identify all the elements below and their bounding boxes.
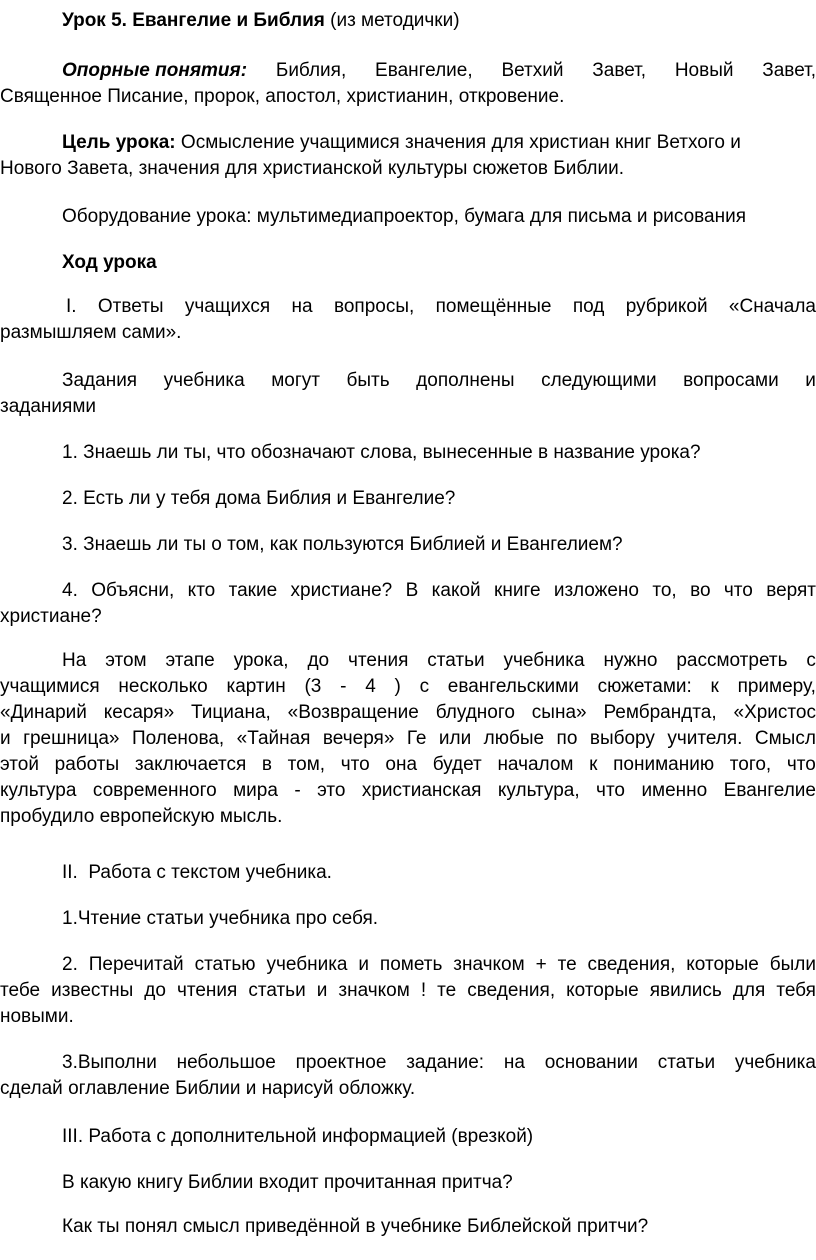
step-3 (0, 1050, 816, 1102)
word: в (261, 754, 272, 775)
word: или (438, 728, 472, 749)
word: небольшое (176, 1052, 276, 1073)
word: Поленова, (131, 728, 225, 749)
word: Перечитай (88, 954, 184, 975)
course-heading (0, 250, 816, 276)
lesson-title-bold: Урок 5. Евангелие и Библия (62, 10, 325, 31)
word: и (358, 954, 370, 975)
word: рубрикой (625, 296, 708, 317)
question-4 (0, 578, 816, 630)
section-3-text: III. Работа с дополнительной информацией (врезкой) (62, 1126, 534, 1147)
word: к (710, 676, 719, 697)
word: во (690, 580, 711, 601)
word: + (535, 954, 547, 975)
word: которые (686, 954, 759, 975)
word: «Тайная (236, 728, 311, 749)
word: Смысл (754, 728, 816, 749)
word: дополнены (416, 370, 515, 391)
pictures-line-6 (0, 778, 816, 804)
word: ! (420, 980, 427, 1001)
word: урока, (233, 650, 289, 671)
lesson-title (0, 8, 816, 34)
question-4-line-1 (0, 578, 816, 604)
word: 2. (62, 954, 78, 975)
word: до (144, 980, 166, 1001)
question-3 (0, 532, 816, 558)
word: пометь (379, 954, 443, 975)
lesson-goal-label: Цель урока: (62, 132, 176, 153)
step-2-line-1 (0, 952, 816, 978)
tasks-intro-paragraph (0, 368, 816, 420)
lesson-goal-paragraph (0, 130, 816, 182)
word: примеру, (737, 676, 816, 697)
course-heading-text: Ход урока (62, 252, 157, 273)
word: сына» (531, 702, 587, 723)
word: сюжетами: (597, 676, 692, 697)
word: это (317, 780, 346, 801)
word: что (786, 754, 816, 775)
step-3-line-2: сделай оглавление Библии и нарисуй обложку. (0, 1078, 416, 1099)
word: того, (729, 754, 772, 775)
word: сведения, (587, 954, 676, 975)
parable-question-2 (0, 1214, 816, 1240)
word: работы (54, 754, 120, 775)
word: любые (483, 728, 545, 749)
tasks-intro-line-2: заданиями (0, 396, 97, 417)
pictures-paragraph (0, 648, 816, 830)
word: именно (641, 780, 708, 801)
key-concepts-line-1 (0, 58, 816, 84)
word: культура, (497, 780, 580, 801)
word: и (316, 980, 328, 1001)
word: она (385, 754, 418, 775)
word: учебника (734, 1052, 816, 1073)
step-2-line-2 (0, 978, 816, 1004)
word: 4 (365, 676, 376, 697)
question-1 (0, 440, 816, 466)
lesson-goal-line-2: Нового Завета, значения для христианской культуры сюжетов Библии. (0, 158, 624, 179)
word: вопросы, (333, 296, 415, 317)
word: «Динарий (0, 702, 87, 723)
word: 4. (62, 580, 78, 601)
word: что (723, 580, 753, 601)
word: могут (271, 370, 320, 391)
word: Евангелие, (375, 60, 473, 81)
word: «Возвращение (287, 702, 419, 723)
word: статью (194, 954, 256, 975)
key-concepts-paragraph (0, 58, 816, 110)
word: те (437, 980, 457, 1001)
step-1-text: 1.Чтение статьи учебника про себя. (62, 908, 379, 929)
pictures-line-1 (0, 648, 816, 674)
word: культура (0, 780, 77, 801)
equipment-paragraph (0, 204, 816, 230)
word: верят (766, 580, 816, 601)
word: были (769, 954, 816, 975)
word: книге (494, 580, 541, 601)
word: сведения, (467, 980, 556, 1001)
section-2 (0, 860, 816, 886)
word: грешница» (23, 728, 120, 749)
word: с (419, 676, 430, 697)
word: учащимися (0, 676, 100, 697)
word: до (307, 650, 330, 671)
pictures-line-7: пробудило европейскую мысль. (0, 806, 283, 827)
word: то, (652, 580, 677, 601)
word: Евангелие (723, 780, 816, 801)
word: Новый (674, 60, 734, 81)
word: вечеря» (322, 728, 395, 749)
word: следующими (541, 370, 657, 391)
word: статьи (427, 650, 485, 671)
word: на (503, 1052, 525, 1073)
word: какой (431, 580, 481, 601)
step-3-line-1 (0, 1050, 816, 1076)
word: будет (432, 754, 482, 775)
word: к (589, 754, 598, 775)
word: на (291, 296, 313, 317)
word: Завет, (762, 60, 816, 81)
word: по (556, 728, 578, 749)
word: На (62, 650, 87, 671)
lesson-title-rest: (из методички) (324, 10, 460, 31)
step-2-line-3: новыми. (0, 1006, 74, 1027)
key-concepts-line-2: Священное Писание, пророк, апостол, христианин, откровение. (0, 86, 565, 107)
section-2-text: II. Работа с текстом учебника. (62, 862, 332, 883)
question-3-text: 3. Знаешь ли ты о том, как пользуются Библией и Евангелием? (62, 534, 623, 555)
word: те (557, 954, 577, 975)
word: под (572, 296, 605, 317)
word: чтения (176, 980, 238, 1001)
word: Объясни, (91, 580, 175, 601)
word: ) (394, 676, 401, 697)
word: евангельскими (447, 676, 579, 697)
word: Ответы (97, 296, 164, 317)
word: быть (346, 370, 390, 391)
pictures-line-4 (0, 726, 816, 752)
word: рассмотреть (676, 650, 788, 671)
word: «Христос (733, 702, 816, 723)
word: для (732, 980, 766, 1001)
word: этапе (165, 650, 215, 671)
section-1-paragraph (0, 294, 816, 346)
parable-question-1-text: В какую книгу Библии входит прочитанная притча? (62, 1172, 513, 1193)
word: нужно (603, 650, 658, 671)
pictures-line-3 (0, 700, 816, 726)
word: началом (497, 754, 574, 775)
word: - (340, 676, 347, 697)
word: основании (544, 1052, 638, 1073)
word: «Сначала (728, 296, 816, 317)
key-concepts-label: Опорные понятия: (62, 60, 248, 81)
word: с (806, 650, 816, 671)
word: Рембрандта, (603, 702, 717, 723)
word: картин (226, 676, 286, 697)
word: что (340, 754, 370, 775)
word: современного (92, 780, 217, 801)
pictures-line-2 (0, 674, 816, 700)
word: значком (338, 980, 410, 1001)
word: - (294, 780, 301, 801)
word: пониманию (613, 754, 715, 775)
question-1-text: 1. Знаешь ли ты, что обозначают слова, вынесенные в название урока? (62, 442, 701, 463)
word: и (805, 370, 816, 391)
lesson-goal-line-1 (0, 130, 816, 156)
word: I. (66, 296, 77, 317)
word: Библия, (275, 60, 347, 81)
word: известны (51, 980, 134, 1001)
word: христиане? (290, 580, 393, 601)
word: явились (649, 980, 722, 1001)
step-2 (0, 952, 816, 1030)
word: статьи (657, 1052, 716, 1073)
word: (3 (304, 676, 322, 697)
word: задание: (406, 1052, 485, 1073)
word: В (405, 580, 419, 601)
word: учителя. (667, 728, 743, 749)
word: блудного (435, 702, 515, 723)
word: этом (105, 650, 147, 671)
word: Задания (62, 370, 138, 391)
word: Ветхий (501, 60, 564, 81)
word: помещённые (435, 296, 552, 317)
word: Ге (406, 728, 427, 749)
word: учащихся (184, 296, 271, 317)
word: изложено (553, 580, 639, 601)
word: учебника (503, 650, 585, 671)
word: тебе (0, 980, 41, 1001)
word: заключается (134, 754, 247, 775)
word: учебника (163, 370, 245, 391)
word: тебя (776, 980, 816, 1001)
equipment-text: Оборудование урока: мультимедиапроектор, бумага для письма и рисования (62, 206, 747, 227)
section-3 (0, 1124, 816, 1150)
word: статьи (248, 980, 306, 1001)
word: кесаря» (103, 702, 175, 723)
word: Тициана, (191, 702, 271, 723)
word: вопросами (683, 370, 779, 391)
pictures-line-5 (0, 752, 816, 778)
word: том, (287, 754, 326, 775)
word: значком (453, 954, 525, 975)
word: учебника (266, 954, 348, 975)
word: что (596, 780, 626, 801)
parable-question-2-text: Как ты понял смысл приведённой в учебнике Библейской притчи? (62, 1216, 649, 1237)
step-1 (0, 906, 816, 932)
question-2-text: 2. Есть ли у тебя дома Библия и Евангелие? (62, 488, 456, 509)
section-1-line-2: размышляем сами». (0, 322, 182, 343)
word: и (0, 728, 11, 749)
word: мира (233, 780, 278, 801)
section-1-line-1 (0, 294, 816, 320)
word: выбору (589, 728, 655, 749)
word: проектное (295, 1052, 387, 1073)
word: такие (228, 580, 278, 601)
word: несколько (118, 676, 208, 697)
parable-question-1 (0, 1170, 816, 1196)
word: кто (187, 580, 216, 601)
question-2 (0, 486, 816, 512)
word: чтения (348, 650, 409, 671)
question-4-line-2: христиане? (0, 606, 102, 627)
tasks-intro-line-1 (0, 368, 816, 394)
word: которые (566, 980, 639, 1001)
word: Завет, (592, 60, 647, 81)
word: 3.Выполни (62, 1052, 157, 1073)
word: этой (0, 754, 39, 775)
word: христианская (361, 780, 482, 801)
lesson-goal-text: Осмысление учащимися значения для христиан книг Ветхого и (175, 132, 741, 153)
